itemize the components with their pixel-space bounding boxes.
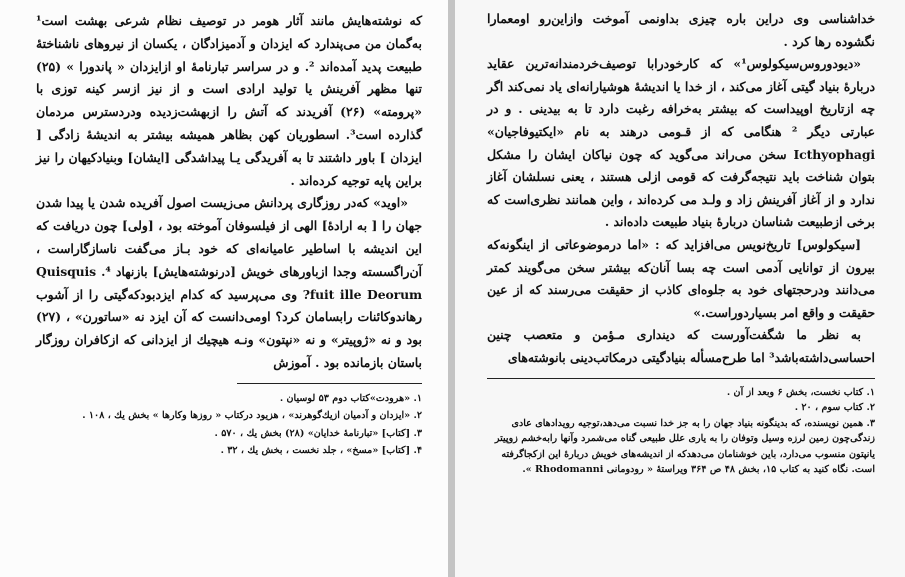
left-body-text	[36, 10, 422, 375]
right-paragraph-1: خداشناسی وی دراین باره چیزی بداونمی آموخت وازاین‌رو اومعمارا نگشوده رها کرد .	[487, 11, 875, 49]
right-footnotes	[487, 385, 875, 478]
right-page	[455, 0, 905, 577]
right-footnote-1: ۱. کتاب نخست، بخش ۶ وبعد از آن .	[726, 386, 875, 398]
left-footnote-3: ۳. [کتاب] «تبارنامهٔ خدایان» (۲۸) بخش یك ، ۵۷۰ .	[214, 427, 422, 439]
right-body-text	[487, 8, 875, 370]
left-footnote-4: ۴. [کتاب] «مسخ» ، جلد نخست ، بخش یك ، ۳۲ .	[220, 445, 422, 457]
left-page	[0, 0, 448, 577]
left-paragraph-1: که نوشته‌هایش مانند آثار هومر در توصیف نظام شرعی بهشت است¹ به‌گمان من می‌پندارد که ایزدان و آدمیزادگان ، یکسان از نیروهای ناشناختهٔ طبیعت پدید آمده‌اند ². و در سراسر تبارنامهٔ او ازایزدان « پاندورا » (۲۵) تنها مظهر آفرینش یا تولید ارادی است و از نیز ازسر کینه توزی با «پرومته» (۲۶) آفریدند که آتش را ازبهشت‌زدیده ودردسترس مردمان گذارده است³. اسطوریان کهن بظاهر همیشه بیشتر به اندیشهٔ زادگی [ ایزدان ] باور داشتند تا به آفریدگی یـا پیدا‌شدگی [ایشان] وبنیادکیهان را نیز براین پایه توجیه کرده‌اند .	[36, 13, 422, 188]
left-footnote-divider	[237, 383, 422, 384]
right-footnote-divider	[487, 378, 875, 379]
left-footnote-2: ۲. «ایزدان و آدمیان ازیك‌گوهرند» ، هزیود درکتاب « روزها وکارها » بخش یك ، ۱۰۸ .	[82, 410, 422, 422]
left-footnotes	[36, 390, 422, 460]
right-footnote-2: ۲. کتاب سوم ، ۲۰ .	[794, 402, 875, 413]
page-gutter	[448, 0, 455, 577]
left-paragraph-2: «اوید» که‌در روزگاری پردانش می‌زیست اصول آفریده شدن یا پیدا شدن جهان را [ به ارادهٔ] الهی از فیلسوفان آموخته بود ، [ولی] چون دریافت که این اندیشه با اساطیر عامیانه‌ای که خود بـاز می‌گفت ناسازگاراست ، آن‌راگسسته وجدا ازباورهای خویش [درنوشته‌هایش] بازنهاد ⁴. Quisquis fuit ille Deorum? وی می‌پرسید که کدام ایزدبودکه‌گیتی را از آشوب رهاندوکائنات رابسامان کرد؟ اومی‌دانست که آن ایزد نه «ساتورن» ، (۲۷) بود و نه «ژوپیتر» و نه «نپتون» ونـه هیچیك از ایزدانی که ازکافران روزگار باستان بازمانده بود . آموزش	[36, 195, 422, 370]
right-paragraph-2: «دیودوروس‌سیکولوس¹» که کارخودرابا توصیف‌خردمندانه‌ترین عقاید دربارهٔ بنیاد گیتی آغاز می‌کند ، از خدا یا اندیشهٔ هوشیارانه‌ای یاد نمی‌کند اگر چه ازتاریخ اوپیداست که بیشتر به‌خرافه رغبت دارد تا به بیدینی . و در عبارتی دیگر ² هنگامی که از قـومی درهند به نام «ایکتیوفاجیان» Icthyophagi سخن می‌راند می‌گوید که چون نیاکان ایشان را مشکل بتوان شناخت باید نتیجه‌گرفت که قومی ازلی هستند ، یعنی نسلشان آغاز ندارد و از آغاز آفرینش زاد و ولـد می کرده‌اند ، واین همانند نظری‌است که برخی ازطبیعت شناسان دربارهٔ بنیاد طبیعت داده‌اند .	[487, 56, 875, 230]
right-paragraph-3: [سیکولوس] تاریخ‌نویس می‌افزاید که : «اما درموضوعاتی از اینگونه‌که بیرون از توانایی آدمی است چه بسا آنان‌که بیشتر سخن می‌گویند کمتر می‌دانند ودرحجتهای خود به جلوه‌ای کاذب از حقیقت می‌رسند که از عین حقیقت و واقع امر بسیاردوراست.»	[487, 236, 875, 320]
right-footnote-3: ۳. همین نویسنده، که بدینگونه بنیاد جهان را به جز خدا نسبت می‌دهد،توجیه رویدادهای عادی زندگی‌چون زمین لرزه وسیل وتوفان را به یاری علل طبیعی گناه می‌شمرد وآنها رابه‌خشم زوپیتر یانپتون منسوب می‌دارد، باین خوشنامان می‌دهد‌که از اندیشه‌های خویش دربارهٔ این ازکجاگرفته است. نگاه کنید به کتاب ۱۵، بخش ۴۸ ص ۳۶۴ ویراستهٔ « رودومانی Rhodomanni ».	[494, 417, 875, 475]
left-footnote-1: ۱. «هرودت»کتاب دوم ۵۳ لوسیان .	[279, 392, 422, 404]
right-paragraph-4: به نظر ما شگفت‌آورست که دینداری مـؤمن و متعصب چنین احساسی‌داشته‌باشد³ اما طرح‌مسأله بنیادگیتی درمکاتب‌دینی بانوشته‌های	[487, 327, 875, 365]
